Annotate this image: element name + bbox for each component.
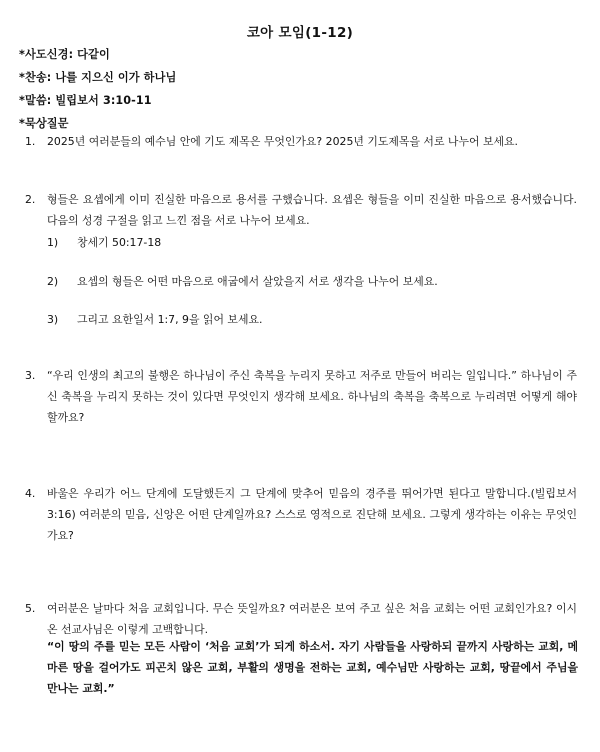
subitem-number: 2) xyxy=(47,275,59,288)
subitem-3 xyxy=(47,311,262,327)
question-text: 여러분은 날마다 처음 교회입니다. 무슨 뜻일까요? 여러분은 보여 주고 싶은 처음 교회는 어떤 교회인가요? 이시온 선교사님은 이렇게 고백합니다. xyxy=(47,602,577,636)
question-number: 5. xyxy=(25,602,36,615)
question-text: 형들은 요셉에게 이미 진실한 마음으로 용서를 구했습니다. 요셉은 형들을 이미 진실한 마음으로 용서했습니다. 다음의 성경 구절을 읽고 느낀 점을 서로 나누어 보세요. xyxy=(47,193,577,227)
subitem-number: 3) xyxy=(47,313,59,326)
quote-block: “이 땅의 주를 믿는 모든 사람이 ‘처음 교회’가 되게 하소서. 자기 사람들을 사랑하되 끝까지 사랑하는 교회, 메마른 땅을 걸어가도 피곤치 않은 교회, 부활의 생명을 전하는 교회, 예수님만 사랑하는 교회, 땅끝에서 주님을 만나는 교회.” xyxy=(47,640,578,695)
document-title: 코아 모임(1-12) xyxy=(246,25,354,41)
hymn-line: *찬송: 나를 지으신 이가 하나님 xyxy=(19,71,177,84)
question-number: 2. xyxy=(25,193,36,206)
subitem-1 xyxy=(47,234,161,250)
meditation-heading: *묵상질문 xyxy=(19,117,69,130)
subitem-2 xyxy=(47,273,438,289)
creed-line: *사도신경: 다같이 xyxy=(19,48,110,61)
scripture-line: *말씀: 빌립보서 3:10-11 xyxy=(19,94,152,107)
question-number: 3. xyxy=(25,369,36,382)
subitem-text: 창세기 50:17-18 xyxy=(77,236,162,249)
subitem-text: 요셉의 형들은 어떤 마음으로 애굽에서 살았을지 서로 생각을 나누어 보세요. xyxy=(77,275,438,288)
question-text: 바울은 우리가 어느 단계에 도달했든지 그 단계에 맞추어 믿음의 경주를 뛰어가면 된다고 말합니다.(빌립보서 3:16) 여러분의 믿음, 신앙은 어떤 단계일까요? 스스로 영적으로 진단해 보세요. 그렇게 생각하는 이유는 무엇인가요? xyxy=(47,487,577,542)
subitem-number: 1) xyxy=(47,236,59,249)
question-number: 4. xyxy=(25,487,36,500)
question-text: 2025년 여러분들의 예수님 안에 기도 제목은 무엇인가요? 2025년 기도제목을 서로 나누어 보세요. xyxy=(47,135,518,148)
question-number: 1. xyxy=(25,135,36,148)
subitem-text: 그리고 요한일서 1:7, 9을 읽어 보세요. xyxy=(77,313,263,326)
question-text: “우리 인생의 최고의 불행은 하나님이 주신 축복을 누리지 못하고 저주로 만들어 버리는 일입니다.” 하나님이 주신 축복을 누리지 못하는 것이 있다면 무엇인지 생각해 보세요. 하나님의 축복을 축복으로 누리려면 어떻게 해야 할까요? xyxy=(47,369,577,424)
